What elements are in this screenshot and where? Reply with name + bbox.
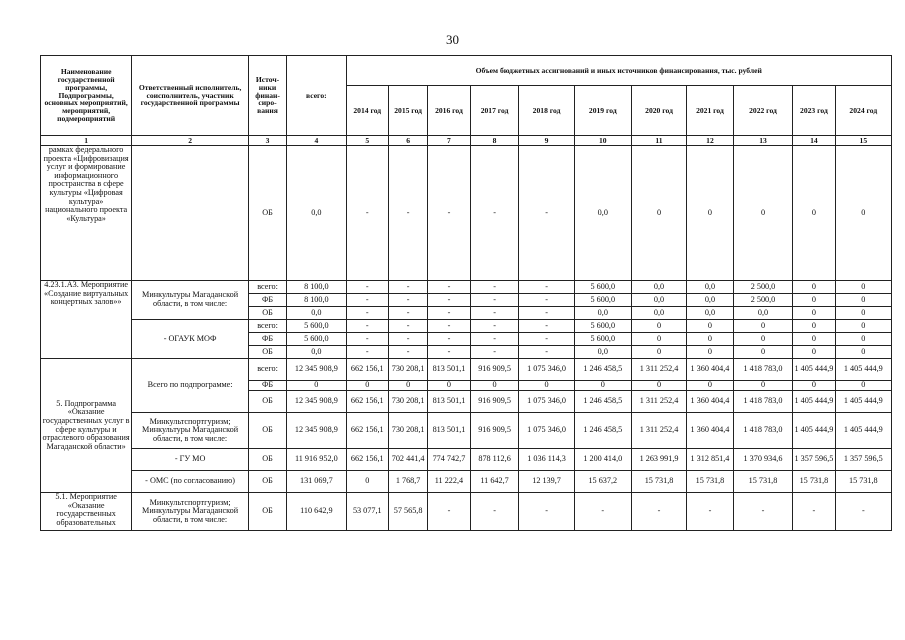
cell: 0: [835, 346, 891, 359]
cell: -: [346, 307, 388, 320]
cell: -: [388, 320, 427, 333]
section4-row: [41, 493, 892, 531]
column-index: 7: [428, 136, 470, 146]
cell: 12 345 908,9: [287, 391, 346, 413]
header-year: 2014 год: [346, 86, 388, 136]
cell: 1 263 991,9: [631, 449, 686, 471]
cell: -: [428, 333, 470, 346]
cell: 5 600,0: [287, 333, 346, 346]
column-index: 13: [733, 136, 792, 146]
cell: -: [388, 281, 427, 294]
section1-cell: 0: [733, 146, 792, 281]
cell: 1 418 783,0: [733, 413, 792, 449]
section3-row: [41, 413, 892, 449]
cell: 0,0: [287, 346, 346, 359]
cell: -: [428, 307, 470, 320]
cell: 15 637,2: [574, 471, 631, 493]
cell: 662 156,1: [346, 359, 388, 381]
cell: 15 731,8: [835, 471, 891, 493]
cell: ОБ: [248, 449, 286, 471]
cell: 0: [574, 381, 631, 391]
section1-cell: -: [519, 146, 574, 281]
cell: -: [470, 281, 519, 294]
cell: 916 909,5: [470, 413, 519, 449]
cell: 0: [519, 381, 574, 391]
cell: 0: [793, 281, 835, 294]
column-index: 9: [519, 136, 574, 146]
section3-executor-min: Минкультспортгуризм; Минкультуры Магаданской области, в том числе:: [132, 413, 249, 449]
cell: -: [519, 493, 574, 531]
cell: 0: [388, 381, 427, 391]
column-index: 14: [793, 136, 835, 146]
cell: 15 731,8: [733, 471, 792, 493]
cell: 53 077,1: [346, 493, 388, 531]
column-index: 4: [287, 136, 346, 146]
cell: 0: [835, 333, 891, 346]
cell: 1 036 114,3: [519, 449, 574, 471]
cell: -: [470, 320, 519, 333]
header-year: 2023 год: [793, 86, 835, 136]
section1-cell: 0: [631, 146, 686, 281]
cell: 0: [733, 381, 792, 391]
cell: 1 357 596,5: [793, 449, 835, 471]
cell: 1 311 252,4: [631, 391, 686, 413]
cell: ОБ: [248, 346, 286, 359]
cell: -: [428, 493, 470, 531]
cell: всего:: [248, 359, 286, 381]
cell: -: [388, 307, 427, 320]
section1-cell: 0,0: [574, 146, 631, 281]
cell: 0: [687, 346, 734, 359]
section1-name: рамках федерального проекта «Цифровизация услуг и формирование информационного пространства в сфере культуры «Цифровая культура» национального проекта «Культура»: [41, 146, 132, 281]
cell: 0: [733, 320, 792, 333]
cell: -: [388, 346, 427, 359]
cell: 131 069,7: [287, 471, 346, 493]
cell: -: [346, 333, 388, 346]
cell: 0: [793, 346, 835, 359]
section3-executor-total: Всего по подпрограмме:: [132, 359, 249, 413]
section4-executor: Минкультспортгуризм; Минкультуры Магаданской области, в том числе:: [132, 493, 249, 531]
cell: 1 360 404,4: [687, 413, 734, 449]
column-index: 1: [41, 136, 132, 146]
cell: 0: [835, 294, 891, 307]
cell: 8 100,0: [287, 281, 346, 294]
cell: 11 916 952,0: [287, 449, 346, 471]
cell: 5 600,0: [574, 281, 631, 294]
cell: 2 500,0: [733, 294, 792, 307]
section3-executor-gu: - ГУ МО: [132, 449, 249, 471]
cell: 1 405 444,9: [793, 359, 835, 381]
cell: -: [733, 493, 792, 531]
cell: 0: [470, 381, 519, 391]
cell: 1 405 444,9: [793, 413, 835, 449]
section2-name: 4.23.1.А3. Мероприятие «Создание виртуальных концертных залов»»: [41, 281, 132, 359]
cell: ОБ: [248, 493, 286, 531]
cell: 0: [835, 281, 891, 294]
cell: -: [346, 294, 388, 307]
section3-row: [41, 359, 892, 381]
cell: 5 600,0: [574, 320, 631, 333]
cell: -: [631, 493, 686, 531]
cell: 702 441,4: [388, 449, 427, 471]
cell: -: [470, 307, 519, 320]
cell: -: [388, 294, 427, 307]
cell: 0: [346, 381, 388, 391]
section3-executor-oms: - ОМС (по согласованию): [132, 471, 249, 493]
cell: -: [470, 294, 519, 307]
section1-cell: -: [388, 146, 427, 281]
column-index: 6: [388, 136, 427, 146]
cell: 0: [428, 381, 470, 391]
cell: -: [428, 346, 470, 359]
cell: 662 156,1: [346, 391, 388, 413]
cell: ОБ: [248, 391, 286, 413]
header-year: 2018 год: [519, 86, 574, 136]
cell: 0,0: [631, 294, 686, 307]
cell: 1 418 783,0: [733, 359, 792, 381]
cell: 1 246 458,5: [574, 413, 631, 449]
cell: 0,0: [687, 307, 734, 320]
cell: 1 246 458,5: [574, 391, 631, 413]
section2-executor-1: Минкультуры Магаданской области, в том числе:: [132, 281, 249, 320]
section1-cell: 0,0: [287, 146, 346, 281]
cell: 1 418 783,0: [733, 391, 792, 413]
page-number: 30: [446, 32, 459, 47]
cell: -: [428, 320, 470, 333]
cell: 1 360 404,4: [687, 391, 734, 413]
cell: 2 500,0: [733, 281, 792, 294]
cell: 916 909,5: [470, 359, 519, 381]
cell: 730 208,1: [388, 391, 427, 413]
cell: 11 642,7: [470, 471, 519, 493]
cell: 0: [631, 346, 686, 359]
cell: ОБ: [248, 413, 286, 449]
cell: 12 345 908,9: [287, 359, 346, 381]
cell: 0: [687, 333, 734, 346]
cell: 12 139,7: [519, 471, 574, 493]
cell: 0: [687, 320, 734, 333]
header-year: 2024 год: [835, 86, 891, 136]
header-program: Наименование государственной программы, Подпрограммы, основных мероприятий, мероприятий, подмероприятий: [41, 56, 132, 136]
cell: 1 200 414,0: [574, 449, 631, 471]
cell: 0: [287, 381, 346, 391]
cell: 1 075 346,0: [519, 359, 574, 381]
cell: 813 501,1: [428, 359, 470, 381]
cell: 0: [793, 381, 835, 391]
column-index: 15: [835, 136, 891, 146]
cell: 110 642,9: [287, 493, 346, 531]
section1-cell: -: [346, 146, 388, 281]
cell: 0,0: [687, 294, 734, 307]
cell: 1 246 458,5: [574, 359, 631, 381]
cell: -: [470, 346, 519, 359]
cell: 0,0: [733, 307, 792, 320]
cell: -: [519, 281, 574, 294]
section2-row: [41, 281, 892, 294]
cell: ОБ: [248, 307, 286, 320]
header-source: Источ-ники финан-сиро-вания: [248, 56, 286, 136]
cell: 0,0: [574, 346, 631, 359]
cell: -: [519, 346, 574, 359]
cell: 0: [631, 320, 686, 333]
cell: -: [470, 333, 519, 346]
cell: 0: [346, 471, 388, 493]
section1-cell: 0: [687, 146, 734, 281]
cell: 0,0: [631, 281, 686, 294]
cell: -: [835, 493, 891, 531]
cell: 0: [835, 307, 891, 320]
section1-cell: 0: [835, 146, 891, 281]
budget-table: [40, 55, 892, 531]
cell: -: [346, 346, 388, 359]
cell: 0: [793, 307, 835, 320]
column-index: 5: [346, 136, 388, 146]
header-year: 2022 год: [733, 86, 792, 136]
cell: 0: [793, 320, 835, 333]
cell: 1 075 346,0: [519, 391, 574, 413]
cell: -: [519, 307, 574, 320]
header-year: 2021 год: [687, 86, 734, 136]
cell: 730 208,1: [388, 359, 427, 381]
cell: 0: [631, 381, 686, 391]
section3-row: [41, 449, 892, 471]
cell: 12 345 908,9: [287, 413, 346, 449]
cell: 0: [687, 381, 734, 391]
cell: 1 768,7: [388, 471, 427, 493]
cell: 1 360 404,4: [687, 359, 734, 381]
section4-name: 5.1. Мероприятие «Оказание государственных образовательных: [41, 493, 132, 531]
section2-executor-2: - ОГАУК МОФ: [132, 320, 249, 359]
cell: 662 156,1: [346, 413, 388, 449]
section1-cell: ОБ: [248, 146, 286, 281]
cell: всего:: [248, 281, 286, 294]
cell: -: [428, 294, 470, 307]
cell: 0,0: [631, 307, 686, 320]
header-year: 2020 год: [631, 86, 686, 136]
cell: -: [519, 320, 574, 333]
cell: -: [519, 294, 574, 307]
cell: 5 600,0: [574, 294, 631, 307]
cell: 0,0: [687, 281, 734, 294]
cell: 57 565,8: [388, 493, 427, 531]
cell: 0: [835, 381, 891, 391]
cell: ФБ: [248, 333, 286, 346]
section1-cell: -: [428, 146, 470, 281]
header-group: Объем бюджетных ассигнований и иных источников финансирования, тыс. рублей: [346, 56, 891, 86]
cell: 1 312 851,4: [687, 449, 734, 471]
cell: всего:: [248, 320, 286, 333]
section1-executor: [132, 146, 249, 281]
cell: 878 112,6: [470, 449, 519, 471]
cell: 730 208,1: [388, 413, 427, 449]
cell: ФБ: [248, 381, 286, 391]
header-year: 2015 год: [388, 86, 427, 136]
section3-row: [41, 471, 892, 493]
cell: -: [346, 281, 388, 294]
column-index: 12: [687, 136, 734, 146]
column-index: 10: [574, 136, 631, 146]
header-total: всего:: [287, 56, 346, 136]
cell: 5 600,0: [287, 320, 346, 333]
section2-row: [41, 320, 892, 333]
cell: 11 222,4: [428, 471, 470, 493]
cell: 0: [631, 333, 686, 346]
cell: 813 501,1: [428, 391, 470, 413]
section1-cell: 0: [793, 146, 835, 281]
cell: 1 311 252,4: [631, 359, 686, 381]
cell: ФБ: [248, 294, 286, 307]
column-index: 2: [132, 136, 249, 146]
column-index: 3: [248, 136, 286, 146]
cell: 0: [793, 294, 835, 307]
cell: -: [428, 281, 470, 294]
cell: 1 405 444,9: [835, 413, 891, 449]
cell: 1 075 346,0: [519, 413, 574, 449]
cell: 813 501,1: [428, 413, 470, 449]
section3-name: 5. Подпрограмма «Оказание государственных услуг в сфере культуры и отраслевого образования Магаданской области»: [41, 359, 132, 493]
cell: -: [470, 493, 519, 531]
cell: 8 100,0: [287, 294, 346, 307]
header-executor: Ответственный исполнитель, соисполнитель, участник государственной программы: [132, 56, 249, 136]
cell: 1 370 934,6: [733, 449, 792, 471]
cell: -: [519, 333, 574, 346]
cell: 1 405 444,9: [835, 391, 891, 413]
cell: 916 909,5: [470, 391, 519, 413]
header-year: 2017 год: [470, 86, 519, 136]
cell: 662 156,1: [346, 449, 388, 471]
cell: -: [574, 493, 631, 531]
cell: -: [346, 320, 388, 333]
cell: 1 311 252,4: [631, 413, 686, 449]
cell: 0: [793, 333, 835, 346]
cell: 0: [733, 333, 792, 346]
cell: 0,0: [574, 307, 631, 320]
cell: ОБ: [248, 471, 286, 493]
cell: 0: [733, 346, 792, 359]
cell: -: [793, 493, 835, 531]
cell: 1 405 444,9: [793, 391, 835, 413]
cell: 0: [835, 320, 891, 333]
cell: 15 731,8: [631, 471, 686, 493]
cell: -: [388, 333, 427, 346]
cell: 5 600,0: [574, 333, 631, 346]
column-index: 8: [470, 136, 519, 146]
column-index: 11: [631, 136, 686, 146]
cell: -: [687, 493, 734, 531]
cell: 774 742,7: [428, 449, 470, 471]
header-year: 2019 год: [574, 86, 631, 136]
cell: 15 731,8: [793, 471, 835, 493]
cell: 15 731,8: [687, 471, 734, 493]
cell: 1 357 596,5: [835, 449, 891, 471]
cell: 0,0: [287, 307, 346, 320]
section1-cell: -: [470, 146, 519, 281]
header-year: 2016 год: [428, 86, 470, 136]
cell: 1 405 444,9: [835, 359, 891, 381]
